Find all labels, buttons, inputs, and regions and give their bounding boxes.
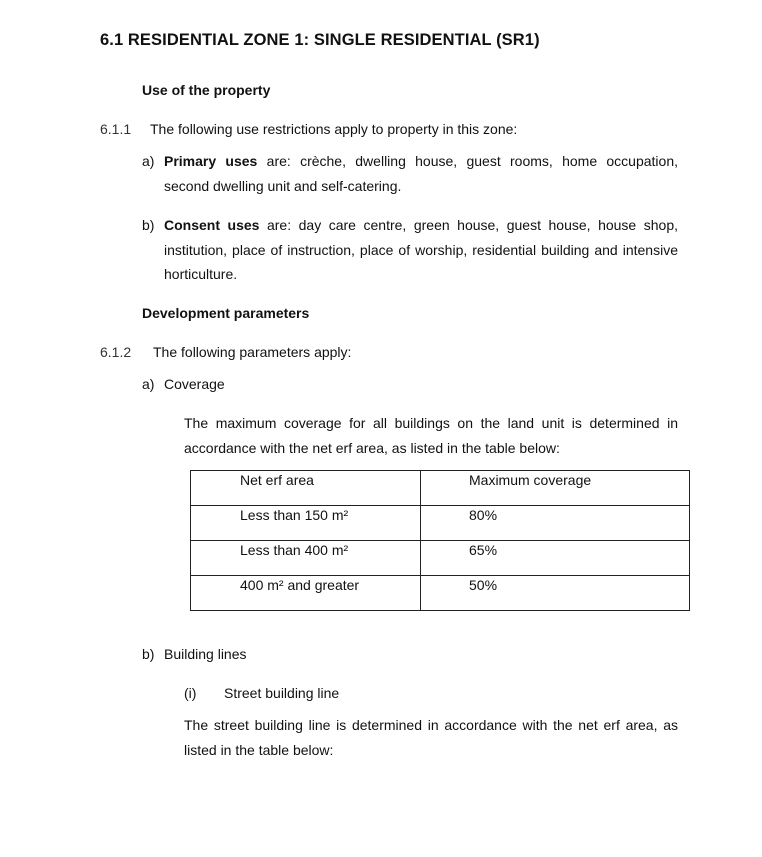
table-cell: 65% [421,541,690,576]
consent-uses-line [164,217,678,233]
primary-uses-text: are: crèche, dwelling house, guest rooms, home occupation, [266,153,679,169]
table-cell: 80% [421,506,690,541]
table-cell: Less than 150 m² [191,506,421,541]
table-cell: 400 m² and greater [191,576,421,611]
table-cell: Less than 400 m² [191,541,421,576]
consent-uses-continuation: institution, place of instruction, place of worship, residential building and intensive [164,242,678,258]
primary-uses-label: Primary uses [164,153,258,169]
clause-text: The following use restrictions apply to property in this zone: [150,121,518,137]
table-header-cell: Net erf area [191,471,421,506]
street-building-line-label: Street building line [224,685,340,701]
consent-uses-label: Consent uses [164,217,260,233]
table-header-row [191,471,690,506]
subheading-use-of-property: Use of the property [142,82,271,98]
consent-uses-continuation: horticulture. [164,266,238,282]
list-marker: b) [142,646,155,662]
table-row [191,576,690,611]
clause-text: The following parameters apply: [153,344,352,360]
building-line-paragraph-line: listed in the table below: [184,742,334,758]
clause-number: 6.1.2 [100,344,132,360]
coverage-paragraph-line: accordance with the net erf area, as listed in the table below: [184,440,560,456]
primary-uses-continuation: second dwelling unit and self-catering. [164,178,402,194]
sub-list-marker: (i) [184,685,197,701]
table-row [191,506,690,541]
table-cell: 50% [421,576,690,611]
coverage-paragraph-line: The maximum coverage for all buildings on the land unit is determined in [184,415,678,431]
subheading-development-parameters: Development parameters [142,305,310,321]
coverage-label: Coverage [164,376,225,392]
building-line-paragraph-line: The street building line is determined in accordance with the net erf area, as [184,717,678,733]
table-row [191,541,690,576]
list-marker: a) [142,376,155,392]
coverage-table [190,470,690,611]
table-header-cell: Maximum coverage [421,471,690,506]
clause-number: 6.1.1 [100,121,132,137]
section-title: 6.1 RESIDENTIAL ZONE 1: SINGLE RESIDENTIAL (SR1) [100,31,540,49]
consent-uses-text: are: day care centre, green house, guest house, house shop, [266,217,678,233]
primary-uses-line [164,153,678,169]
list-marker: b) [142,217,155,233]
building-lines-label: Building lines [164,646,247,662]
list-marker: a) [142,153,155,169]
